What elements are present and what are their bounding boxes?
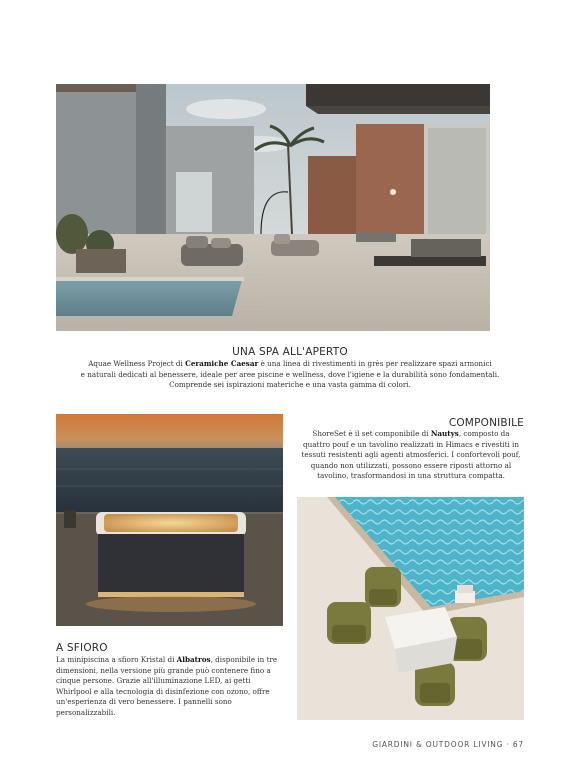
text-line: e naturali dedicati al benessere, ideale per aree piscine e wellness, dove l'igiene e la durabilità sono fondamentali. <box>80 369 500 379</box>
section-text-una-spa <box>72 359 508 391</box>
section-text-a-sfioro <box>56 655 282 718</box>
page-footer: GIARDINI & OUTDOOR LIVING · 67 <box>372 740 524 749</box>
pool-poufs-photo <box>297 497 524 720</box>
brand-name-albatros: Albatros <box>176 655 211 664</box>
text-fragment: ShoreSet è il set componibile di <box>312 429 431 438</box>
section-text-componibile <box>298 429 524 482</box>
text-fragment: Aquae Wellness Project di <box>88 359 186 368</box>
text-fragment: è una linea di rivestimenti in grès per realizzare spazi armonici <box>258 359 492 368</box>
section-title-una-spa: UNA SPA ALL'APERTO <box>232 346 348 358</box>
text-fragment: La minipiscina a sfioro Kristal di <box>56 655 177 664</box>
text-line: Comprende sei ispirazioni materiche e una vasta gamma di colori. <box>169 380 411 389</box>
text-fragment: , disponibile in tre dimensioni, nella versione più grande può contenere fino a cinque persone. Grazie all'illuminazione LED, ai getti Whirlpool e alla tecnologia di disinfezione con ozono, offre un'esperienza di vero benessere. I pannelli sono personalizzabili. <box>56 655 278 717</box>
outdoor-terrace-photo <box>56 84 490 331</box>
brand-name-ceramiche-caesar: Ceramiche Caesar <box>185 359 259 368</box>
hot-tub-sunset-photo <box>56 414 283 626</box>
brand-name-nautys: Nautys <box>430 429 459 438</box>
section-title-componibile: COMPONIBILE <box>448 417 524 429</box>
text-fragment: , composto da quattro pouf e un tavolino realizzati in Himacs e rivestiti in tessuti resistenti agli agenti atmosferici. I confortevoli pouf, quando non utilizzati, possono essere riposti attorno al tavolino, trasformandosi in una struttura compatta. <box>301 429 521 480</box>
section-title-a-sfioro: A SFIORO <box>56 642 108 654</box>
